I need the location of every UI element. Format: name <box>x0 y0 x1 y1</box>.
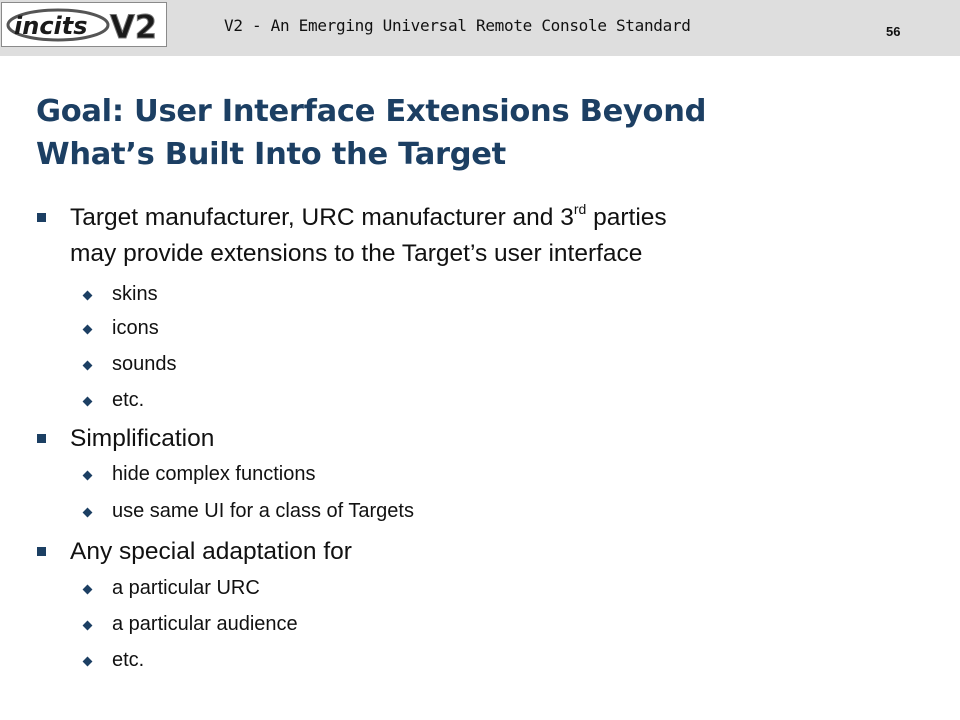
bullet-text: Target manufacturer, URC manufacturer and 3 <box>70 204 574 231</box>
bullet-item-continuation: may provide extensions to the Target’s user interface <box>70 240 643 267</box>
diamond-bullet-icon <box>83 585 93 595</box>
sub-bullet-item: etc. <box>112 649 145 671</box>
diamond-bullet-icon <box>83 621 93 631</box>
superscript-text: rd <box>573 200 587 217</box>
diamond-bullet-icon <box>83 291 93 301</box>
bullet-item: Any special adaptation for <box>70 538 352 565</box>
diamond-bullet-icon <box>83 397 93 407</box>
diamond-bullet-icon <box>83 508 93 518</box>
header-title: V2 - An Emerging Universal Remote Console Standard <box>224 16 691 35</box>
logo-incits-text: incits <box>14 12 88 40</box>
sub-bullet-item: etc. <box>112 389 145 411</box>
slide-title <box>36 90 936 176</box>
bullet-item <box>70 202 890 234</box>
sub-bullet-item: hide complex functions <box>112 463 316 485</box>
square-bullet-icon <box>37 434 46 443</box>
incits-v2-logo <box>1 2 167 47</box>
sub-bullet-item: icons <box>112 317 159 339</box>
bullet-text: parties <box>586 204 667 231</box>
logo-v2-text: V2 <box>110 8 158 46</box>
sub-bullet-item: use same UI for a class of Targets <box>112 500 414 522</box>
sub-bullet-item: skins <box>112 283 158 305</box>
diamond-bullet-icon <box>83 471 93 481</box>
sub-bullet-item: sounds <box>112 353 177 375</box>
bullet-item: Simplification <box>70 425 215 452</box>
slide-title-line2: What’s Built Into the Target <box>36 137 506 172</box>
slide-number: 56 <box>886 24 901 39</box>
square-bullet-icon <box>37 213 46 222</box>
diamond-bullet-icon <box>83 325 93 335</box>
square-bullet-icon <box>37 547 46 556</box>
slide-header <box>0 0 960 56</box>
diamond-bullet-icon <box>83 657 93 667</box>
slide-title-line1: Goal: User Interface Extensions Beyond <box>36 94 707 129</box>
logo-graphic <box>2 3 168 48</box>
sub-bullet-item: a particular URC <box>112 577 260 599</box>
sub-bullet-item: a particular audience <box>112 613 298 635</box>
diamond-bullet-icon <box>83 361 93 371</box>
